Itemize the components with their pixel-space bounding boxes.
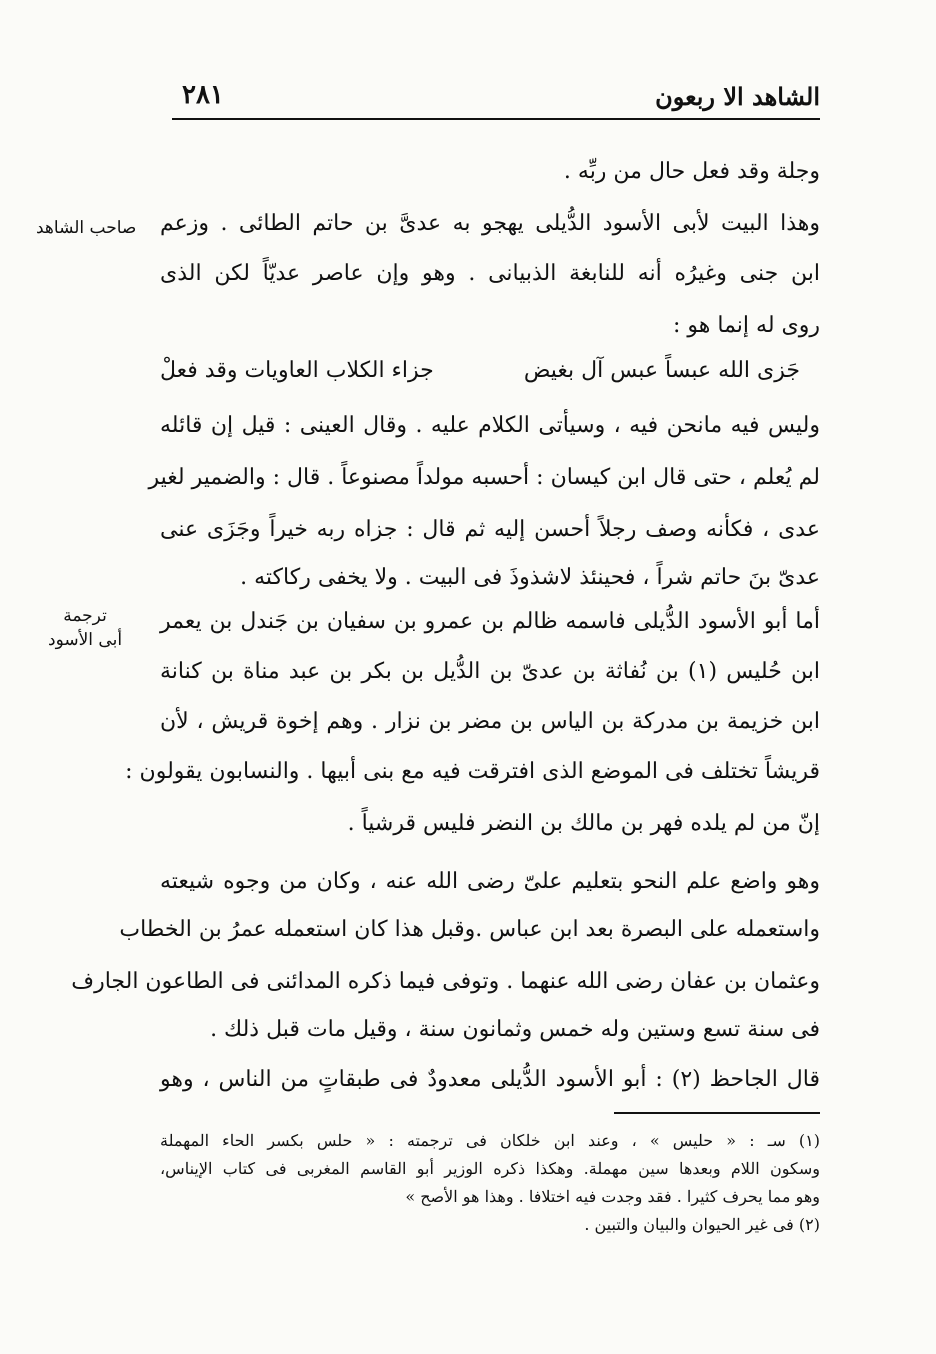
body-line: فى سنة تسع وستين وله خمس وثمانون سنة ، وقيل مات قبل ذلك . xyxy=(210,1017,820,1042)
body-line: عدىّ بنَ حاتم شراً ، فحينئذ لاشذوذَ فى البيت . ولا يخفى ركاكته . xyxy=(240,565,820,590)
running-title: الشاهد الا ربعون xyxy=(655,82,820,111)
body-line: قريشاً تختلف فى الموضع الذى افترقت فيه مع بنى أبيها . والنسابون يقولون : xyxy=(125,759,820,784)
footnote-line: (٢) فى غير الحيوان والبيان والتبين . xyxy=(584,1215,820,1234)
body-line: ابن حُليس (١) بن نُفاثة بن عدىّ بن الدُّيل بن بكر بن عبد مناة بن كنانة xyxy=(160,659,820,684)
body-line: ابن جنى وغيرُه أنه للنابغة الذبيانى . وهو وإن عاصر عديّاً لكن الذى xyxy=(160,261,820,286)
body-line: وهذا البيت لأبى الأسود الدُّيلى يهجو به عدىَّ بن حاتم الطائى . وزعم xyxy=(160,211,820,236)
verse-hemistich-second: جزاء الكلاب العاويات وقد فعلْ xyxy=(160,358,434,383)
margin-note-biography-line: أبى الأسود xyxy=(48,630,123,650)
body-line: وهو واضع علم النحو بتعليم علىّ رضى الله عنه ، وكان من وجوه شيعته xyxy=(160,869,820,894)
footnote-line: وهو مما يحرف كثيرا . فقد وجدت فيه اختلافا . وهذا هو الأصح » xyxy=(405,1187,820,1206)
body-line: أما أبو الأسود الدُّيلى فاسمه ظالم بن عمرو بن سفيان بن جَندل بن يعمر xyxy=(160,609,820,634)
body-line: وجلة وقد فعل حال من ربِّه . xyxy=(563,159,820,184)
body-line: روى له إنما هو : xyxy=(673,313,820,338)
margin-note-biography-line: ترجمة xyxy=(63,606,107,626)
body-line: عدى ، فكأنه وصف رجلاً أحسن إليه ثم قال : جزاه ربه خيراً وجَزَى عنى xyxy=(160,517,820,542)
poem-verse xyxy=(160,358,820,392)
body-line: واستعمله على البصرة بعد ابن عباس .وقبل هذا كان استعمله عمرُ بن الخطاب xyxy=(119,917,820,942)
footnote-rule xyxy=(614,1112,820,1114)
page-header xyxy=(172,78,820,118)
verse-hemistich-first: جَزى الله عبساً عبس آل بغيض xyxy=(523,358,800,383)
header-rule xyxy=(172,118,820,120)
page-number: ٢٨١ xyxy=(182,80,224,110)
body-line: وعثمان بن عفان رضى الله عنهما . وتوفى فيما ذكره المدائنى فى الطاعون الجارف xyxy=(71,969,820,994)
body-line: لم يُعلم ، حتى قال ابن كيسان : أحسبه مولداً مصنوعاً . قال : والضمير لغير xyxy=(148,465,820,490)
footnote-line: وسكون اللام وبعدها سين مهملة. وهكذا ذكره الوزير أبو القاسم المغربى فى كتاب الإيناس، xyxy=(160,1159,820,1178)
body-line: إنّ من لم يلده فهر بن مالك بن النضر فليس قرشياً . xyxy=(347,811,820,836)
footnote-line: (١) سـ : « حليس » ، وعند ابن خلكان فى ترجمته : « حلس بكسر الحاء المهملة xyxy=(160,1131,821,1150)
body-line: ابن خزيمة بن مدركة بن الياس بن مضر بن نزار . وهم إخوة قريش ، لأن xyxy=(160,709,820,734)
body-line: وليس فيه مانحن فيه ، وسيأتى الكلام عليه . وقال العينى : قيل إن قائله xyxy=(160,413,820,438)
margin-note-witness-owner: صاحب الشاهد xyxy=(36,218,137,238)
body-line: قال الجاحظ (٢) : أبو الأسود الدُّيلى معدودٌ فى طبقاتٍ من الناس ، وهو xyxy=(160,1067,821,1092)
margin-note-biography xyxy=(48,604,122,652)
